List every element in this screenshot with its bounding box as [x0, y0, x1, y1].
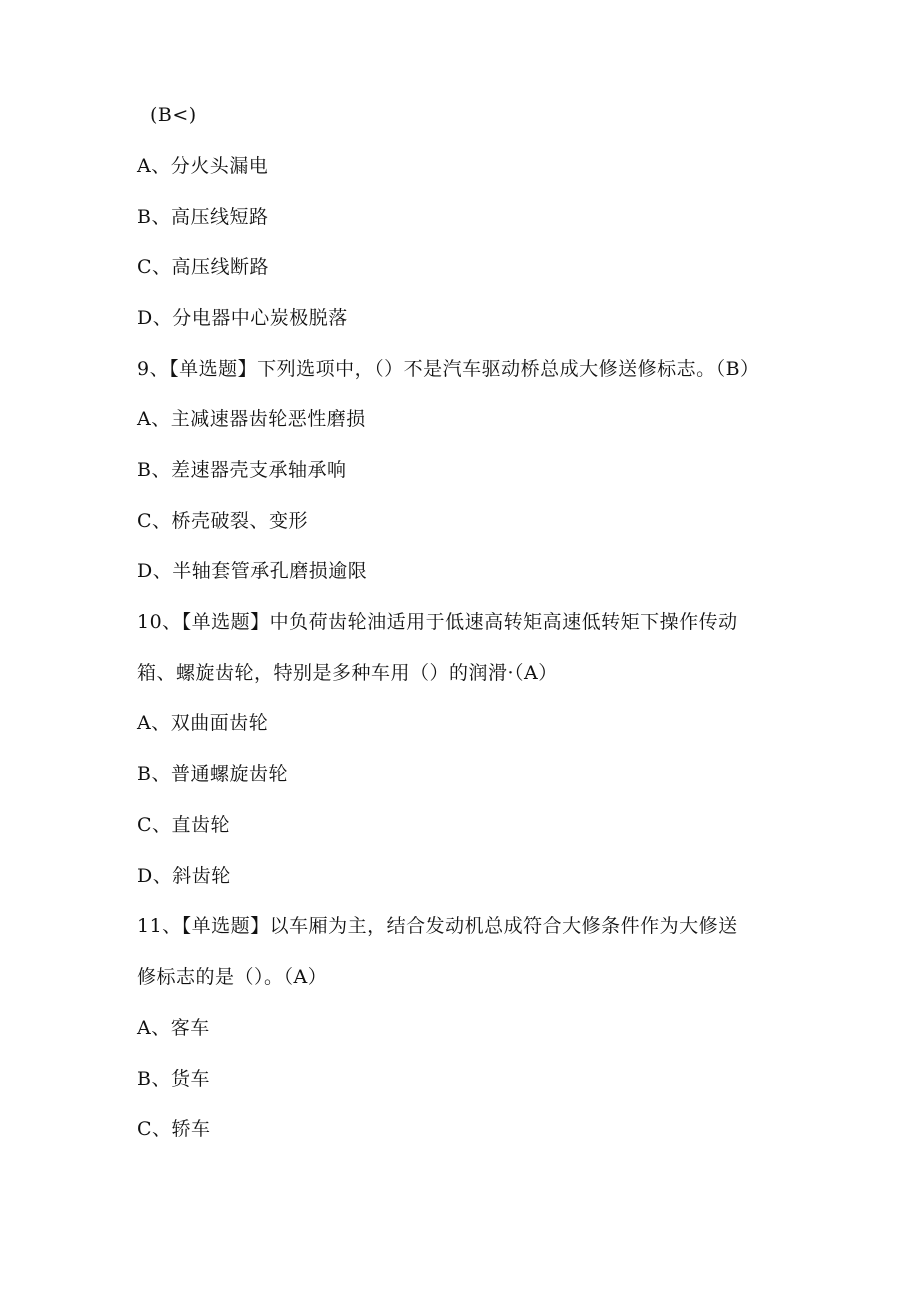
option-d: D、分电器中心炭极脱落: [137, 307, 348, 329]
question-11-option-b: B、货车: [137, 1068, 210, 1090]
question-10-option-a: A、双曲面齿轮: [137, 712, 269, 734]
question-10-option-c: C、直齿轮: [137, 814, 231, 836]
question-11-line-2: 修标志的是（）。（A）: [137, 966, 328, 988]
option-c: C、高压线断路: [137, 256, 270, 278]
question-10-option-d: D、斜齿轮: [137, 865, 231, 887]
question-10-line-2: 箱、螺旋齿轮，特别是多种车用（）的润滑·（A）: [137, 662, 558, 684]
option-a: A、分火头漏电: [137, 155, 269, 177]
answer-fragment: (B<): [150, 104, 197, 126]
option-b: B、高压线短路: [137, 206, 269, 228]
question-9: 9、【单选题】下列选项中，（）不是汽车驱动桥总成大修送修标志。（B）: [137, 358, 760, 380]
question-9-option-a: A、主减速器齿轮恶性磨损: [137, 408, 366, 430]
question-9-option-b: B、差速器壳支承轴承响: [137, 459, 347, 481]
question-9-option-d: D、半轴套管承孔磨损逾限: [137, 560, 368, 582]
question-10-line-1: 10、【单选题】中负荷齿轮油适用于低速高转矩高速低转矩下操作传动: [137, 611, 738, 633]
question-11-option-a: A、客车: [137, 1017, 210, 1039]
question-11-option-c: C、轿车: [137, 1118, 211, 1140]
question-10-option-b: B、普通螺旋齿轮: [137, 763, 288, 785]
question-9-option-c: C、桥壳破裂、变形: [137, 510, 309, 532]
question-11-line-1: 11、【单选题】以车厢为主，结合发动机总成符合大修条件作为大修送: [137, 915, 738, 937]
